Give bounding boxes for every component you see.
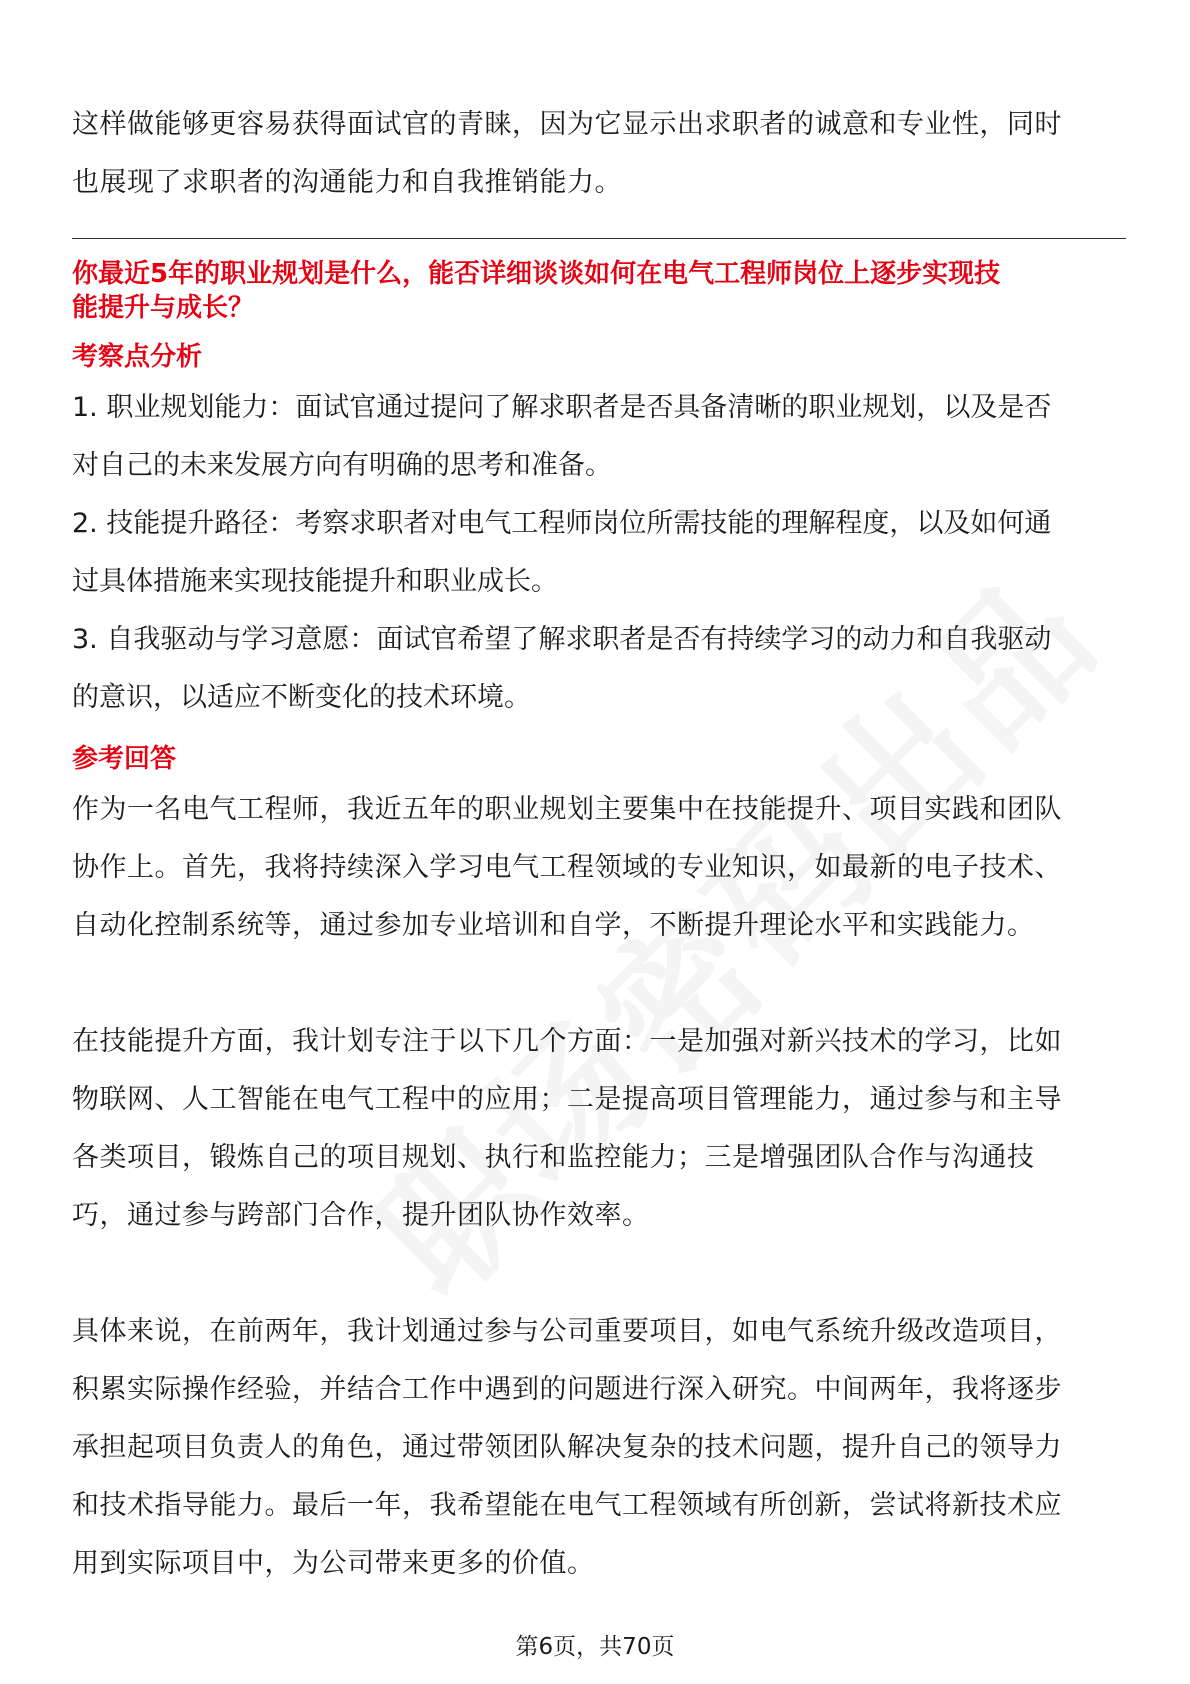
analysis-list: [72, 379, 1126, 727]
answer-line: 各类项目，锻炼自己的项目规划、执行和监控能力；三是增强团队合作与沟通技: [72, 1142, 1035, 1173]
question-line: 你最近5年的职业规划是什么，能否详细谈谈如何在电气工程师岗位上逐步实现技: [72, 259, 1001, 289]
analysis-item-line: 对自己的未来发展方向有明确的思考和准备。: [72, 450, 612, 481]
answer-line: 承担起项目负责人的角色，通过带领团队解决复杂的技术问题，提升自己的领导力: [72, 1432, 1062, 1463]
answer-line: 自动化控制系统等，通过参加专业培训和自学，不断提升理论水平和实践能力。: [72, 910, 1035, 941]
analysis-item-line: 1. 职业规划能力：面试官通过提问了解求职者是否具备清晰的职业规划，以及是否: [72, 392, 1052, 423]
answer-heading: 参考回答: [72, 744, 177, 774]
answer-line: 具体来说，在前两年，我计划通过参与公司重要项目，如电气系统升级改造项目，: [72, 1316, 1062, 1347]
answer-line: 物联网、人工智能在电气工程中的应用；二是提高项目管理能力，通过参与和主导: [72, 1084, 1062, 1115]
section-divider: [72, 238, 1126, 239]
analysis-item-line: 的意识，以适应不断变化的技术环境。: [72, 682, 531, 713]
answer-line: 和技术指导能力。最后一年，我希望能在电气工程领域有所创新，尝试将新技术应: [72, 1490, 1062, 1521]
answer-line: 积累实际操作经验，并结合工作中遇到的问题进行深入研究。中间两年，我将逐步: [72, 1374, 1062, 1405]
analysis-item-line: 过具体措施来实现技能提升和职业成长。: [72, 566, 558, 597]
interview-question: [72, 257, 1126, 325]
answer-line: 用到实际项目中，为公司带来更多的价值。: [72, 1548, 595, 1579]
answer-line: 协作上。首先，我将持续深入学习电气工程领域的专业知识，如最新的电子技术、: [72, 852, 1062, 883]
answer-paragraph: [72, 1013, 1126, 1245]
analysis-item-line: 2. 技能提升路径：考察求职者对电气工程师岗位所需技能的理解程度，以及如何通: [72, 508, 1052, 539]
analysis-heading: 考察点分析: [72, 342, 203, 372]
answer-paragraph: [72, 1303, 1126, 1593]
analysis-item-line: 3. 自我驱动与学习意愿：面试官希望了解求职者是否有持续学习的动力和自我驱动: [72, 624, 1052, 655]
answer-line: 作为一名电气工程师，我近五年的职业规划主要集中在技能提升、项目实践和团队: [72, 794, 1062, 825]
intro-line: 也展现了求职者的沟通能力和自我推销能力。: [72, 167, 622, 198]
document-page: [72, 96, 1126, 1593]
intro-line: 这样做能够更容易获得面试官的青睐，因为它显示出求职者的诚意和专业性，同时: [72, 109, 1062, 140]
question-line: 能提升与成长？: [72, 293, 255, 323]
answer-line: 巧，通过参与跨部门合作，提升团队协作效率。: [72, 1200, 650, 1231]
answer-paragraph: [72, 781, 1126, 955]
page-number: 第6页，共70页: [515, 1634, 675, 1660]
answer-line: 在技能提升方面，我计划专注于以下几个方面：一是加强对新兴技术的学习，比如: [72, 1026, 1062, 1057]
